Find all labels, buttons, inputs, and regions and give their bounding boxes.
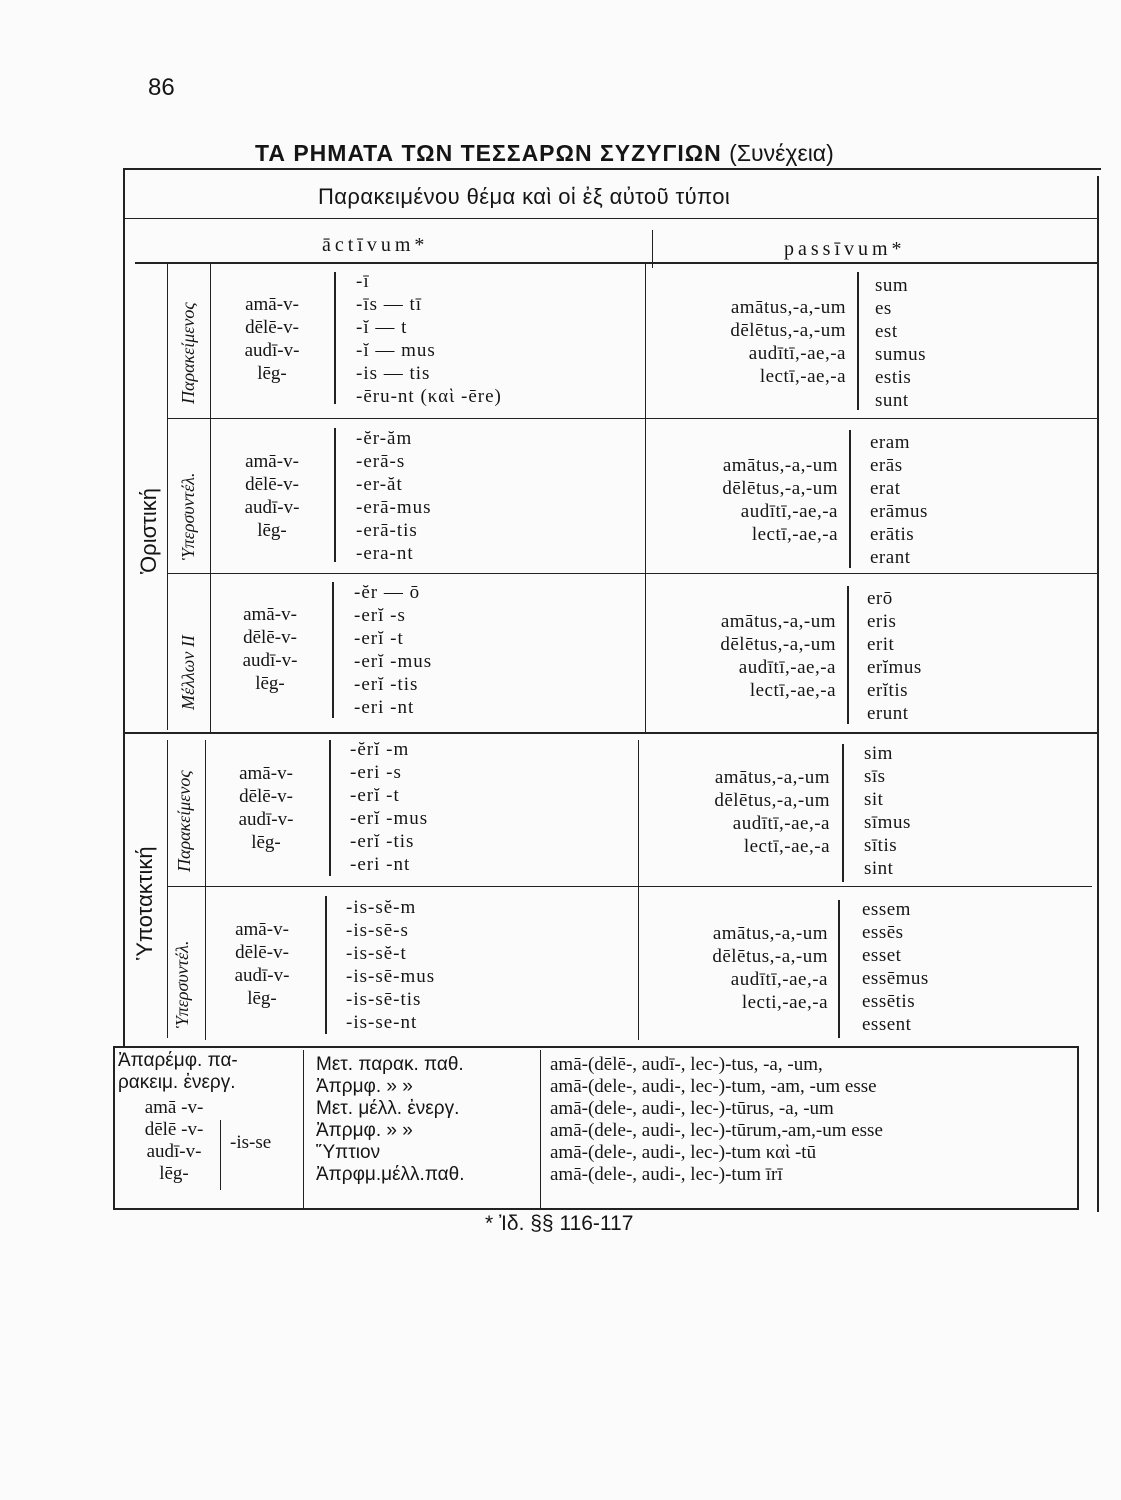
- passive-endings: essem essēs esset essēmus essētis essent: [862, 899, 929, 1035]
- active-endings: -ĕr-ăm -erā-s -er-ăt -erā-mus -erā-tis -era-nt: [356, 428, 432, 564]
- participle-forms: amā-(dēlē-, audī-, lec-)-tus, -a, -um, amā-(dele-, audi-, lec-)-tum, -am, -um esse amā-(dele-, audi-, lec-)-tūrus, -a, -um amā-(dele-, audi-, lec-)-tūrum,-am,-um esse amā-(dele-, audi-, lec-)-tum καὶ -tū amā-(dele-, audi-, lec-)-tum īrī: [550, 1054, 883, 1185]
- passive-stems: amātus,-a,-um dēlētus,-a,-um audītī,-ae,-a lectī,-ae,-a: [722, 455, 838, 545]
- passive-stems: amātus,-a,-um dēlētus,-a,-um audītī,-ae,-a lectī,-ae,-a: [714, 767, 830, 857]
- active-endings: -ĕrĭ -m -eri -s -erĭ -t -erĭ -mus -erĭ -tis -eri -nt: [350, 739, 429, 875]
- passive-endings: sum es est sumus estis sunt: [875, 275, 927, 411]
- passive-voice-label: passīvum*: [784, 238, 906, 260]
- tense-subj-perfect: Παρακείμενος: [174, 770, 194, 872]
- page-number: 86: [148, 74, 175, 101]
- passive-endings: erō eris erit erĭmus erĭtis erunt: [867, 588, 922, 724]
- active-endings: -ī -īs — tī -ĭ — t -ĭ — mus -is — tis -ēru-nt (καὶ -ēre): [356, 271, 502, 407]
- heading-main: ΤΑ ΡΗΜΑΤΑ ΤΩΝ ΤΕΣΣΑΡΩΝ ΣΥΖΥΓΙΩΝ: [255, 140, 722, 166]
- participle-labels: Μετ. παρακ. παθ. Ἀπρμφ. » » Μετ. μέλλ. ἐνεργ. Ἀπρμφ. » » Ὕπτιον Ἀπρφμ.μέλλ.παθ.: [316, 1054, 465, 1185]
- heading-sub: (Συνέχεια): [729, 140, 834, 166]
- active-stems: amā-v- dēlē-v- audī-v- lēg-: [238, 763, 294, 853]
- table-title: Παρακειμένου θέμα καὶ οἱ ἐξ αὐτοῦ τύποι: [318, 184, 731, 209]
- active-voice-label: āctīvum*: [322, 234, 429, 256]
- tense-subj-pluperfect: Ὑπερσυντέλ.: [172, 940, 192, 1028]
- passive-stems: amātus,-a,-um dēlētus,-a,-um audītī,-ae,-a lectī,-ae,-a: [720, 611, 836, 701]
- active-endings: -is-sĕ-m -is-sē-s -is-sĕ-t -is-sē-mus -is-sē-tis -is-se-nt: [346, 897, 436, 1033]
- passive-stems: amātus,-a,-um dēlētus,-a,-um audītī,-ae,-a lectī,-ae,-a: [730, 297, 846, 387]
- passive-stems: amātus,-a,-um dēlētus,-a,-um audītī,-ae,-a lecti,-ae,-a: [712, 923, 828, 1013]
- tense-pluperfect: Ὑπερσυντέλ.: [178, 472, 198, 560]
- passive-endings: sim sīs sit sīmus sītis sint: [864, 743, 911, 879]
- tense-perfect: Παρακείμενος: [178, 302, 198, 404]
- mood-indicative: Ὁριστική: [136, 488, 161, 574]
- infinitive-stems: amā -v- dēlē -v- audī-v- lēg-: [144, 1097, 204, 1184]
- tense-future-perfect: Μέλλων ΙΙ: [178, 635, 198, 710]
- active-stems: amā-v- dēlē-v- audī-v- lēg-: [234, 919, 290, 1009]
- active-stems: amā-v- dēlē-v- audī-v- lēg-: [244, 451, 300, 541]
- mood-subjunctive: Ὑποτακτική: [132, 846, 157, 960]
- active-stems: amā-v- dēlē-v- audī-v- lēg-: [244, 294, 300, 384]
- page-heading: [255, 140, 1015, 167]
- footnote: * Ἰδ. §§ 116-117: [485, 1212, 634, 1235]
- passive-endings: eram erās erat erāmus erātis erant: [870, 432, 928, 568]
- active-endings: -ĕr — ō -erĭ -s -erĭ -t -erĭ -mus -erĭ -tis -eri -nt: [354, 582, 433, 718]
- infinitive-label: Ἀπαρέμφ. πα- ρακειμ. ἐνεργ.: [118, 1050, 238, 1093]
- active-stems: amā-v- dēlē-v- audī-v- lēg-: [242, 604, 298, 694]
- infinitive-ending: -is-se: [230, 1132, 272, 1153]
